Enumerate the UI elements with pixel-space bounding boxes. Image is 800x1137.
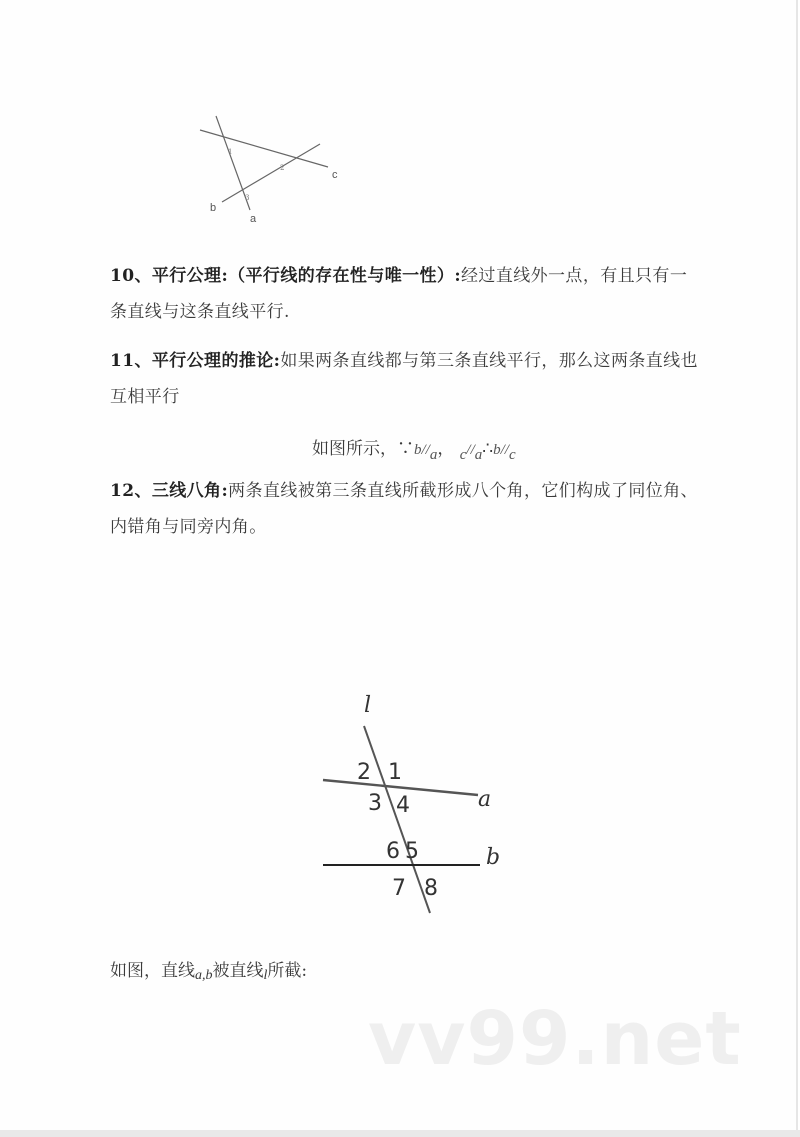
angle-label: 2 — [280, 164, 285, 172]
angle-label-5: 5 — [405, 839, 419, 864]
transversal-label-l: l — [364, 693, 372, 718]
section-11-example: 如图所示，∵b//a， c//a∴b//c — [312, 439, 516, 463]
therefore-symbol: ∴ — [482, 439, 494, 459]
section-11-heading: 11、平行公理的推论: — [110, 351, 281, 371]
section-12 — [110, 473, 700, 545]
angle-label-1: 1 — [388, 760, 402, 785]
section-11 — [110, 343, 700, 415]
page-bottom-edge — [0, 1130, 800, 1137]
figure-caption: 如图，直线a,b被直线l所截: — [110, 961, 308, 983]
line-label-b: b — [486, 845, 501, 870]
section-12-body: 两条直线被第三条直线所截形成八个角，它们构成了同位角、内错角与同旁内角。 — [110, 481, 698, 537]
watermark: vv99.net — [368, 996, 742, 1082]
because-symbol: ∵ — [397, 439, 414, 459]
section-11-body: 如果两条直线都与第三条直线平行，那么这两条直线也互相平行 — [110, 351, 698, 407]
section-10-body: 经过直线外一点，有且只有一条直线与这条直线平行. — [110, 266, 688, 322]
angle-label-6: 6 — [386, 839, 400, 864]
angle-label-7: 7 — [392, 876, 406, 901]
line-label-b: b — [210, 202, 217, 214]
angle-label-8: 8 — [424, 876, 438, 901]
angle-label-2: 2 — [357, 760, 371, 785]
angle-label-4: 4 — [396, 793, 410, 818]
line-label-a: a — [250, 213, 257, 225]
angle-label: 3 — [245, 194, 250, 202]
line-label-a: a — [478, 787, 492, 812]
section-12-heading: 12、三线八角: — [110, 481, 229, 501]
angle-label: 1 — [228, 148, 233, 156]
angle-label-3: 3 — [368, 791, 382, 816]
figure-three-lines-eight-angles — [300, 680, 530, 920]
line-label-c: c — [332, 169, 338, 181]
section-10 — [110, 258, 700, 330]
figure-three-lines — [180, 100, 360, 230]
section-10-heading: 10、平行公理:（平行线的存在性与唯一性）: — [110, 266, 462, 286]
